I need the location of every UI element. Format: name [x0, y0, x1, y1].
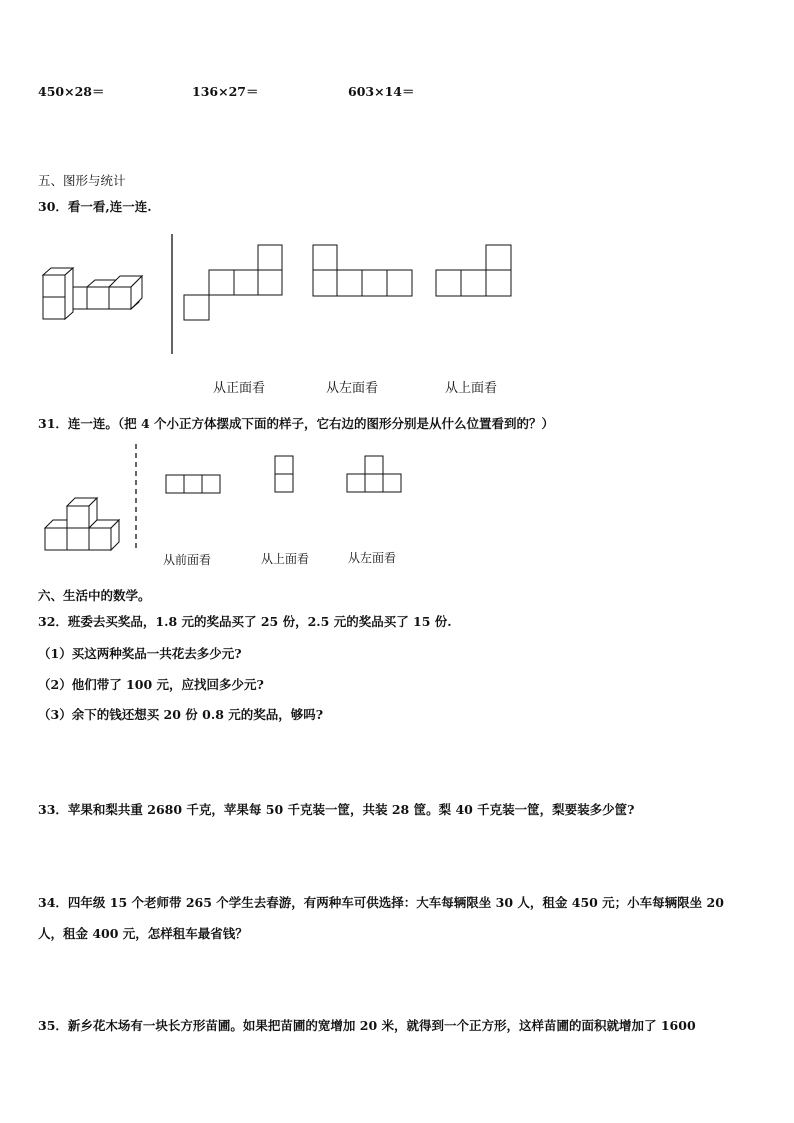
- q31-label-left: 从左面看: [348, 551, 397, 565]
- question-32-part-1: （1）买这两种奖品一共花去多少元?: [38, 646, 242, 661]
- q31-dashed-divider: [134, 444, 138, 554]
- q31-view-shape-c: [346, 455, 404, 495]
- q31-label-front: 从前面看: [163, 553, 212, 567]
- question-32-part-2: （2）他们带了 100 元，应找回多少元?: [38, 677, 264, 692]
- calc-item-2: 136×27＝: [192, 84, 259, 99]
- q31-cube-figure: [44, 494, 126, 554]
- question-35-text: 35．新乡花木场有一块长方形苗圃。如果把苗圃的宽增加 20 米，就得到一个正方形，这样苗圃的面积就增加了 1600: [38, 1018, 696, 1033]
- calc-item-1: 450×28＝: [38, 84, 105, 99]
- q30-label-left: 从左面看: [326, 381, 379, 396]
- q31-label-top: 从上面看: [261, 552, 310, 566]
- question-34-line-2: 人，租金 400 元，怎样租车最省钱？: [38, 926, 248, 941]
- q30-view-shape-b: [312, 244, 416, 300]
- q30-label-front: 从正面看: [213, 381, 266, 396]
- question-32-part-3: （3）余下的钱还想买 20 份 0.8 元的奖品，够吗?: [38, 707, 324, 722]
- question-31-text: 31．连一连。（把 4 个小正方体摆成下面的样子，它右边的图形分别是从什么位置看到的？）: [38, 416, 555, 431]
- q31-view-shape-b: [274, 455, 296, 495]
- section-title-5: 五、图形与统计: [38, 173, 126, 188]
- question-34-line-1: 34．四年级 15 个老师带 265 个学生去春游，有两种车可供选择：大车每辆限坐 30 人，租金 450 元；小车每辆限坐 20: [38, 895, 724, 910]
- q30-view-shape-a: [183, 244, 285, 324]
- q31-view-shape-a: [165, 474, 223, 496]
- question-30-text: 30．看一看,连一连.: [38, 199, 152, 214]
- question-32-text: 32．班委去买奖品，1.8 元的奖品买了 25 份，2.5 元的奖品买了 15 份.: [38, 614, 452, 629]
- calc-item-3: 603×14＝: [348, 84, 415, 99]
- q30-label-top: 从上面看: [445, 381, 498, 396]
- q30-cube-figure: [38, 265, 158, 325]
- q30-view-shape-c: [435, 244, 515, 300]
- section-title-6: 六、生活中的数学。: [38, 588, 151, 603]
- question-33-text: 33．苹果和梨共重 2680 千克，苹果每 50 千克装一筐，共装 28 筐。梨 40 千克装一筐，梨要装多少筐?: [38, 802, 635, 817]
- q30-divider-line: [170, 234, 174, 356]
